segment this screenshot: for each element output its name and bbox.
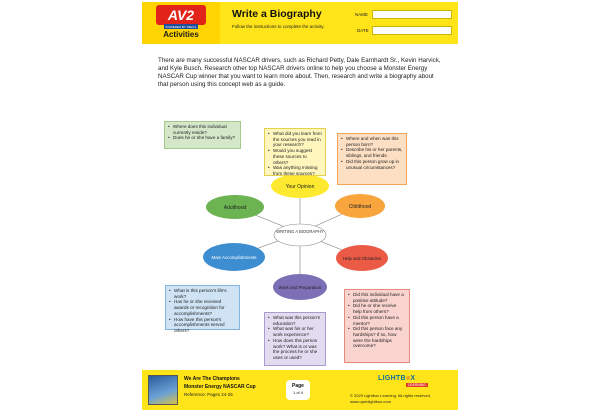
- question-item: • Did this person face any hardships? If so, how were the hardships overcome?: [348, 326, 406, 349]
- copyright-text: © 2020 Lightbox Learning. All rights reserved.: [350, 393, 431, 398]
- question-item: • Did he or she receive help from others?: [348, 303, 406, 314]
- page-subtitle: Follow the instructions to complete the activity.: [232, 24, 325, 29]
- node-center: [274, 224, 326, 246]
- center-label: WRITING A BIOGRAPHY: [276, 229, 324, 234]
- page-title: Write a Biography: [232, 8, 322, 20]
- reference-pages: Reference: Pages 24-25: [184, 392, 233, 397]
- intro-paragraph: There are many successful NASCAR drivers, such as Richard Petty, Dale Earnhardt Sr., Kevin Harvick, and Kyle Busch. Research other top NASCAR drivers online to help you choose a Monster Energy NASCAR Cup winner that you want to learn more about. Then, research and write a biography about that person using this concept web as a guide.: [158, 57, 441, 88]
- lightbox-logo: [378, 375, 415, 382]
- question-item: • Was anything missing from these sources?: [268, 165, 322, 176]
- work-label: Work and Preparation: [278, 285, 322, 290]
- accomplishments-questions: [165, 285, 240, 333]
- brand-box-icon: ■: [405, 375, 411, 382]
- question-item: • What is this person's life's work?: [169, 288, 236, 299]
- book-subtitle: Monster Energy NASCAR Cup: [184, 384, 256, 390]
- date-label: DATE: [357, 28, 369, 33]
- brand-text-end: X: [410, 375, 416, 382]
- question-item: • How does this person work? What is or was the process he or she uses or used?: [268, 338, 322, 361]
- question-item: • What was his or her work experience?: [268, 326, 322, 337]
- childhood-questions: [337, 133, 407, 185]
- question-item: • Would you suggest these sources to others?: [268, 148, 322, 165]
- work-questions: [264, 312, 326, 366]
- question-item: • How have this person's accomplishments served others?: [169, 317, 236, 334]
- book-title: We Are The Champions: [184, 376, 240, 382]
- question-item: • What was this person's education?: [268, 315, 322, 326]
- footer-bar: [142, 370, 458, 410]
- website-link[interactable]: www.openlightbox.com: [350, 399, 391, 404]
- activities-label: Activities: [163, 30, 199, 39]
- lightbox-sub-label: LEARNING: [408, 383, 426, 387]
- page-indicator: [286, 380, 310, 400]
- question-item: • Where and when was this person born?: [341, 136, 403, 147]
- adulthood-label: Adulthood: [223, 205, 247, 211]
- brand-text: LIGHTB: [378, 375, 406, 382]
- question-item: • Did this person have a mentor?: [348, 315, 406, 326]
- adulthood-questions: [164, 121, 241, 149]
- question-item: • What did you learn from the sources you read in your research?: [268, 131, 322, 148]
- name-label: NAME: [355, 12, 369, 17]
- page-label: Page: [292, 383, 304, 389]
- worksheet-page: [142, 2, 458, 410]
- logo-text: AV2: [167, 7, 195, 23]
- logo-subtext: POWERED BY WEIGL: [165, 24, 197, 29]
- opinion-label: Your Opinion: [285, 184, 315, 190]
- childhood-label: Childhood: [348, 204, 372, 210]
- page-number: 1 of 4: [292, 390, 303, 395]
- opinion-questions: [264, 128, 326, 176]
- question-item: • Has he or she received awards or recognition for accomplishments?: [169, 299, 236, 316]
- question-item: • Did this person grow up in unusual circumstances?: [341, 159, 403, 170]
- help-questions: [344, 289, 410, 363]
- question-item: • Describe his or her parents, siblings, and friends.: [341, 147, 403, 158]
- question-item: • Where does this individual currently reside?: [168, 124, 237, 135]
- question-item: • Did this individual have a positive attitude?: [348, 292, 406, 303]
- book-cover-image: [148, 375, 178, 405]
- question-item: • Does he or she have a family?: [168, 135, 237, 141]
- help-label: Help and Obstacles: [342, 256, 382, 261]
- accomplishments-label: Main Accomplishments: [211, 255, 257, 260]
